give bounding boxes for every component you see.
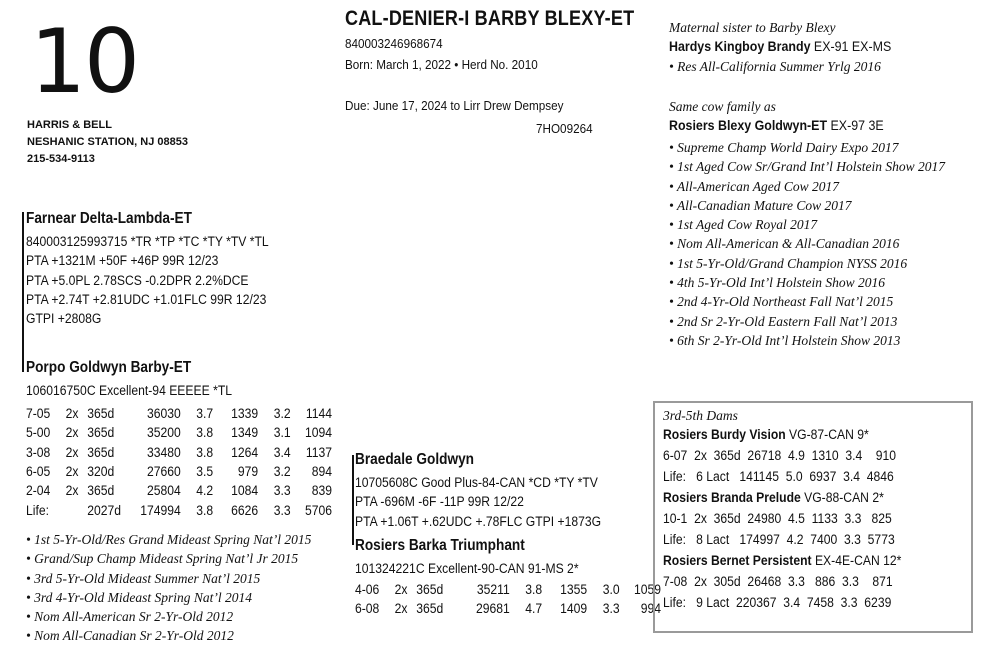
maternal-grandsire-section (355, 451, 628, 531)
record-row (26, 443, 337, 462)
maternal-sister-score: EX-91 EX-MS (810, 39, 892, 54)
record-cell: 3-08 (26, 444, 51, 460)
record-cell: 3.8 (196, 425, 214, 441)
cow-family-name: Rosiers Blexy Goldwyn-ET (669, 118, 828, 133)
sire-name: Farnear Delta-Lambda-ET (26, 210, 193, 227)
maternal-grandsire-name: Braedale Goldwyn (355, 451, 475, 468)
record-cell: 3.1 (273, 425, 291, 441)
record-cell: 2x (65, 464, 79, 480)
record-cell: 1144 (305, 406, 332, 422)
record-row (355, 599, 666, 618)
maternal-sister-section (669, 20, 911, 75)
dam-honors (26, 530, 311, 646)
honor-item: • 1st Aged Cow Sr/Grand Int’l Holstein Show 2017 (669, 157, 945, 176)
dams-box-content (663, 408, 928, 616)
record-cell: 4-06 (355, 582, 380, 598)
honor-item: • Grand/Sup Champ Mideast Spring Nat’l Jr 2015 (26, 549, 311, 568)
record-cell: 365d (87, 406, 115, 422)
second-dam-name: Rosiers Barka Triumphant (355, 537, 525, 554)
record-cell: 365d (87, 483, 115, 499)
dam-entry-record: 10-1 2x 365d 24980 4.5 1133 3.3 825 (663, 511, 892, 526)
honor-item: • Res All-California Summer Yrlg 2016 (669, 59, 911, 75)
honor-item: • 2nd Sr 2-Yr-Old Eastern Fall Nat’l 2013 (669, 312, 945, 331)
record-cell: 36030 (147, 406, 181, 422)
record-cell: 2x (65, 483, 79, 499)
second-dam-records-table (355, 580, 666, 619)
birth-herd-info: Born: March 1, 2022 • Herd No. 2010 (345, 57, 538, 72)
honor-item: • All-American Aged Cow 2017 (669, 177, 945, 196)
record-cell: 1137 (305, 444, 332, 460)
dam-entry-heading (663, 490, 901, 511)
record-cell: 839 (311, 483, 332, 499)
record-cell: 2x (394, 601, 408, 617)
record-cell: 3.3 (602, 601, 620, 617)
honor-item: • Nom All-American Sr 2-Yr-Old 2012 (26, 607, 311, 626)
cow-family-score: EX-97 3E (827, 118, 884, 133)
record-row (26, 404, 337, 423)
record-row (26, 500, 337, 519)
record-cell: 2027d (87, 502, 121, 518)
dam-entry-score: VG-88-CAN 2* (800, 490, 884, 505)
record-cell: 35211 (476, 582, 510, 598)
due-date: Due: June 17, 2024 to Lirr Drew Dempsey (345, 98, 564, 113)
dam-entry-lifetime: Life: 8 Lact 174997 4.2 7400 3.3 5773 (663, 532, 895, 547)
record-cell: 4.7 (525, 601, 543, 617)
honor-item: • 4th 5-Yr-Old Int’l Holstein Show 2016 (669, 273, 945, 292)
record-cell: 3.8 (525, 582, 543, 598)
consignor-address: NESHANIC STATION, NJ 08853 (27, 136, 188, 148)
dam-entry-record: 6-07 2x 365d 26718 4.9 1310 3.4 910 (663, 448, 897, 463)
second-dam-section (355, 537, 603, 578)
record-cell: 320d (87, 464, 115, 480)
record-cell: 3.5 (196, 464, 214, 480)
cow-family-note: Same cow family as (669, 99, 776, 114)
record-cell: 994 (640, 601, 661, 617)
honor-item: • 1st 5-Yr-Old/Grand Champion NYSS 2016 (669, 254, 945, 273)
dam-entry-name: Rosiers Bernet Persistent (663, 553, 812, 568)
record-cell: 1409 (560, 601, 588, 617)
record-cell: 25804 (147, 483, 181, 499)
record-row (26, 423, 337, 442)
record-cell: 365d (87, 425, 115, 441)
record-row (26, 481, 337, 500)
record-cell: 3.0 (602, 582, 620, 598)
dam-entry-score: EX-4E-CAN 12* (811, 553, 902, 568)
record-cell: 6-05 (26, 464, 51, 480)
dam-entry-lifetime: Life: 6 Lact 141145 5.0 6937 3.4 4846 (663, 469, 894, 484)
dam-records-table (26, 404, 337, 520)
sire-section (26, 210, 296, 328)
record-cell: 365d (416, 582, 444, 598)
honor-item: • 6th Sr 2-Yr-Old Int’l Holstein Show 2013 (669, 331, 945, 350)
record-cell: 1059 (633, 582, 661, 598)
record-cell: 2x (65, 444, 79, 460)
dam-entry-heading (663, 553, 901, 574)
pedigree-line-maternal-grandsire (352, 455, 354, 545)
record-cell: 979 (237, 464, 259, 480)
honor-item: • Nom All-Canadian Sr 2-Yr-Old 2012 (26, 626, 311, 645)
dam-entry-name: Rosiers Burdy Vision (663, 427, 786, 442)
record-cell: 365d (416, 601, 444, 617)
sire-info-line: PTA +5.0PL 2.78SCS -0.2DPR 2.2%DCE (26, 272, 249, 288)
record-row (26, 462, 337, 481)
honor-item: • 1st Aged Cow Royal 2017 (669, 215, 945, 234)
sire-info-line: PTA +1321M +50F +46P 99R 12/23 (26, 253, 219, 269)
honor-item: • 1st 5-Yr-Old/Res Grand Mideast Spring Nat’l 2015 (26, 530, 311, 549)
maternal-sister-line (669, 39, 891, 59)
record-cell: 3.2 (273, 464, 291, 480)
record-cell: 365d (87, 444, 115, 460)
honor-item: • 3rd 4-Yr-Old Mideast Spring Nat’l 2014 (26, 588, 311, 607)
record-cell: 2x (65, 425, 79, 441)
record-cell: 1339 (231, 406, 259, 422)
sire-info-line: PTA +2.74T +2.81UDC +1.01FLC 99R 12/23 (26, 291, 267, 307)
record-cell: 5-00 (26, 425, 51, 441)
animal-id: 840003246968674 (345, 36, 443, 51)
mgs-info-line: 10705608C Good Plus-84-CAN *CD *TY *TV (355, 475, 598, 490)
record-cell: 3.2 (273, 406, 291, 422)
pedigree-line-sire (22, 212, 24, 372)
record-cell: 1264 (231, 444, 259, 460)
record-cell: 33480 (147, 444, 181, 460)
record-cell: 1094 (304, 425, 332, 441)
record-cell: 35200 (147, 425, 181, 441)
honor-item: • Nom All-American & All-Canadian 2016 (669, 234, 945, 253)
record-cell: 27660 (147, 464, 181, 480)
record-cell: 3.3 (273, 502, 291, 518)
maternal-sister-name: Hardys Kingboy Brandy (669, 39, 811, 54)
dam-entry-name: Rosiers Branda Prelude (663, 490, 801, 505)
lot-number: 10 (30, 10, 138, 113)
record-cell (66, 500, 88, 519)
record-cell: 1084 (231, 483, 259, 499)
dam-classification: 106016750C Excellent-94 EEEEE *TL (26, 383, 233, 398)
record-cell: 2x (65, 406, 79, 422)
record-cell: 174994 (140, 502, 181, 518)
second-dam-classification: 101324221C Excellent-90-CAN 91-MS 2* (355, 561, 579, 576)
honor-item: • 3rd 5-Yr-Old Mideast Summer Nat’l 2015 (26, 569, 311, 588)
record-cell: 5706 (304, 502, 332, 518)
record-cell: 1355 (560, 582, 588, 598)
sire-info-line: 840003125993715 *TR *TP *TC *TY *TV *TL (26, 234, 269, 249)
record-cell: Life: (26, 502, 49, 518)
dam-entry-heading (663, 427, 901, 448)
service-sire-code: 7HO09264 (536, 121, 593, 136)
dam-section (26, 359, 255, 400)
record-cell: 1349 (231, 425, 259, 441)
dam-entry-lifetime: Life: 9 Lact 220367 3.4 7458 3.3 6239 (663, 595, 892, 610)
record-cell: 3.8 (196, 502, 214, 518)
mgs-info-line: PTA -696M -6F -11P 99R 12/22 (355, 494, 524, 510)
record-cell: 2-04 (26, 483, 51, 499)
record-cell: 3.4 (273, 444, 291, 460)
animal-name: CAL-DENIER-I BARBY BLEXY-ET (345, 7, 635, 30)
record-cell: 6626 (231, 502, 259, 518)
dam-entry-score: VG-87-CAN 9* (785, 427, 869, 442)
record-cell: 2x (394, 582, 408, 598)
consignor-phone: 215-534-9113 (27, 153, 95, 165)
honor-item: • 2nd 4-Yr-Old Northeast Fall Nat’l 2015 (669, 292, 945, 311)
record-row (355, 580, 666, 599)
dam-name: Porpo Goldwyn Barby-ET (26, 359, 192, 376)
record-cell: 29681 (476, 601, 510, 617)
record-cell: 7-05 (26, 406, 51, 422)
cow-family-section (669, 99, 945, 350)
record-cell: 3.3 (273, 483, 291, 499)
record-cell: 6-08 (355, 601, 380, 617)
record-cell: 3.8 (196, 444, 214, 460)
record-cell: 894 (311, 464, 332, 480)
dam-entry-record: 7-08 2x 305d 26468 3.3 886 3.3 871 (663, 574, 893, 589)
honor-item: • All-Canadian Mature Cow 2017 (669, 196, 945, 215)
consignor-name: HARRIS & BELL (27, 119, 112, 131)
mgs-info-line: PTA +1.06T +.62UDC +.78FLC GTPI +1873G (355, 513, 602, 529)
consignor-block (27, 117, 188, 168)
dams-box-title: 3rd-5th Dams (663, 408, 738, 423)
sire-info-line: GTPI +2808G (26, 311, 102, 327)
maternal-sister-note: Maternal sister to Barby Blexy (669, 20, 836, 35)
honor-item: • Supreme Champ World Dairy Expo 2017 (669, 138, 945, 157)
record-cell: 4.2 (196, 483, 214, 499)
record-cell: 3.7 (196, 406, 214, 422)
cow-family-line (669, 118, 923, 138)
